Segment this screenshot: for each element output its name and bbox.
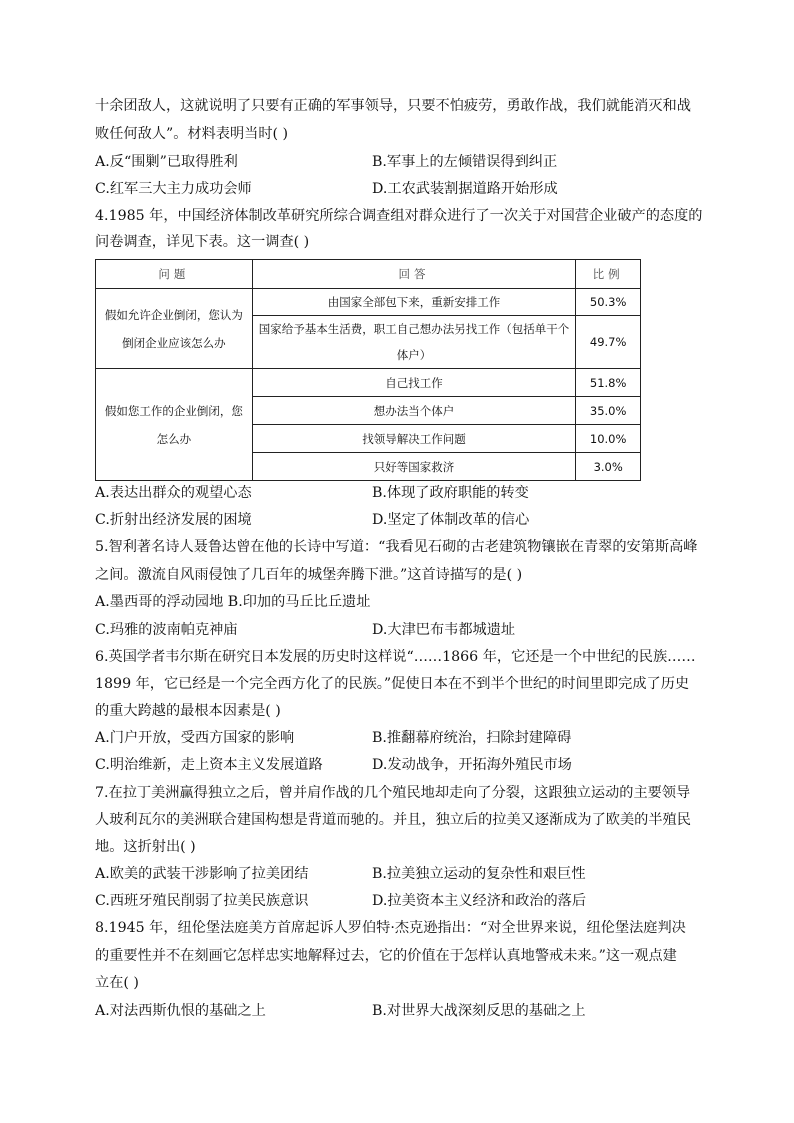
ratio-cell: 49.7%	[576, 316, 641, 369]
q5-stem-line-2: 之间。激流自风雨侵蚀了几百年的城堡奔腾下泄。”这首诗描写的是( )	[95, 567, 523, 583]
q8-option-b: B.对世界大战深刻反思的基础之上	[372, 1003, 586, 1019]
q6-stem-line-3: 的重大跨越的最根本因素是( )	[95, 703, 281, 719]
q3-stem-line-2: 败任何敌人”。材料表明当时( )	[95, 126, 289, 142]
q4-stem-line-2: 问卷调查，详见下表。这一调查( )	[95, 234, 310, 250]
q6-stem-line-1: 6.英国学者韦尔斯在研究日本发展的历史时这样说“……1866 年，它还是一个中世纪的民族……	[95, 649, 696, 665]
q8-option-a: A.对法西斯仇恨的基础之上	[95, 1003, 266, 1019]
q8-stem-line-3: 立在( )	[95, 975, 139, 991]
answer-cell: 只好等国家救济	[252, 453, 576, 481]
header-answer: 回答	[252, 260, 576, 289]
q7-option-b: B.拉美独立运动的复杂性和艰巨性	[372, 866, 586, 882]
ratio-cell: 35.0%	[576, 397, 641, 425]
q3-stem-line-1: 十余团敌人，这就说明了只要有正确的军事领导，只要不怕疲劳，勇敢作战，我们就能消灭和战	[95, 98, 691, 114]
q7-stem-line-2: 人玻利瓦尔的美洲联合建国构想是背道而驰的。并且，独立后的拉美又逐渐成为了欧美的半殖民	[95, 812, 691, 828]
q8-stem-line-1: 8.1945 年，纽伦堡法庭美方首席起诉人罗伯特·杰克逊指出：“对全世界来说，纽伦堡法庭判决	[95, 920, 686, 936]
q4-stem-line-1: 4.1985 年，中国经济体制改革研究所综合调查组对群众进行了一次关于对国营企业破产的态度的	[95, 208, 703, 224]
q5-option-ab: A.墨西哥的浮动园地 B.印加的马丘比丘遗址	[95, 594, 371, 610]
ratio-cell: 10.0%	[576, 425, 641, 453]
answer-cell: 由国家全部包下来，重新安排工作	[252, 289, 576, 316]
q6-option-d: D.发动战争，开拓海外殖民市场	[372, 757, 572, 773]
answer-cell: 自己找工作	[252, 369, 576, 397]
q3-option-b: B.军事上的左倾错误得到纠正	[372, 154, 558, 170]
q4-option-b: B.体现了政府职能的转变	[372, 485, 529, 501]
q7-stem-line-1: 7.在拉丁美洲赢得独立之后，曾并肩作战的几个殖民地却走向了分裂，这跟独立运动的主要领导	[95, 785, 691, 801]
q3-option-c: C.红军三大主力成功会师	[95, 181, 252, 197]
q8-stem-line-2: 的重要性并不在刻画它怎样忠实地解释过去，它的价值在于怎样认真地警戒未来。”这一观点建	[95, 948, 677, 964]
ratio-cell: 50.3%	[576, 289, 641, 316]
table-row	[96, 369, 641, 397]
survey-table	[95, 259, 641, 481]
q5-stem-line-1: 5.智利著名诗人聂鲁达曾在他的长诗中写道：“我看见石砌的古老建筑物镶嵌在青翠的安第斯高峰	[95, 539, 698, 555]
q4-option-a: A.表达出群众的观望心态	[95, 485, 252, 501]
answer-cell: 想办法当个体户	[252, 397, 576, 425]
answer-cell: 找领导解决工作问题	[252, 425, 576, 453]
q3-option-a: A.反“围剿”已取得胜利	[95, 154, 238, 170]
q7-option-d: D.拉美资本主义经济和政治的落后	[372, 893, 587, 909]
q7-stem-line-3: 地。这折射出( )	[95, 839, 196, 855]
q7-option-c: C.西班牙殖民削弱了拉美民族意识	[95, 893, 309, 909]
q5-option-d: D.大津巴布韦都城遗址	[372, 622, 516, 638]
ratio-cell: 51.8%	[576, 369, 641, 397]
q4-option-c: C.折射出经济发展的困境	[95, 512, 252, 528]
q6-option-b: B.推翻幕府统治，扫除封建障碍	[372, 730, 572, 746]
q6-option-a: A.门户开放，受西方国家的影响	[95, 730, 295, 746]
header-ratio: 比例	[576, 260, 641, 289]
q4-option-d: D.坚定了体制改革的信心	[372, 512, 530, 528]
header-question: 问题	[96, 260, 253, 289]
question-cell: 假如允许企业倒闭，您认为倒闭企业应该怎么办	[96, 289, 253, 369]
ratio-cell: 3.0%	[576, 453, 641, 481]
q5-option-c: C.玛雅的波南帕克神庙	[95, 622, 238, 638]
q6-option-c: C.明治维新，走上资本主义发展道路	[95, 757, 323, 773]
q3-option-d: D.工农武装割据道路开始形成	[372, 181, 558, 197]
answer-cell: 国家给予基本生活费，职工自己想办法另找工作（包括单干个体户）	[252, 316, 576, 369]
question-cell: 假如您工作的企业倒闭，您怎么办	[96, 369, 253, 481]
table-header-row	[96, 260, 641, 289]
q7-option-a: A.欧美的武装干涉影响了拉美团结	[95, 866, 309, 882]
table-row	[96, 289, 641, 316]
q6-stem-line-2: 1899 年，它已经是一个完全西方化了的民族。”促使日本在不到半个世纪的时间里即完成了历史	[95, 676, 690, 692]
